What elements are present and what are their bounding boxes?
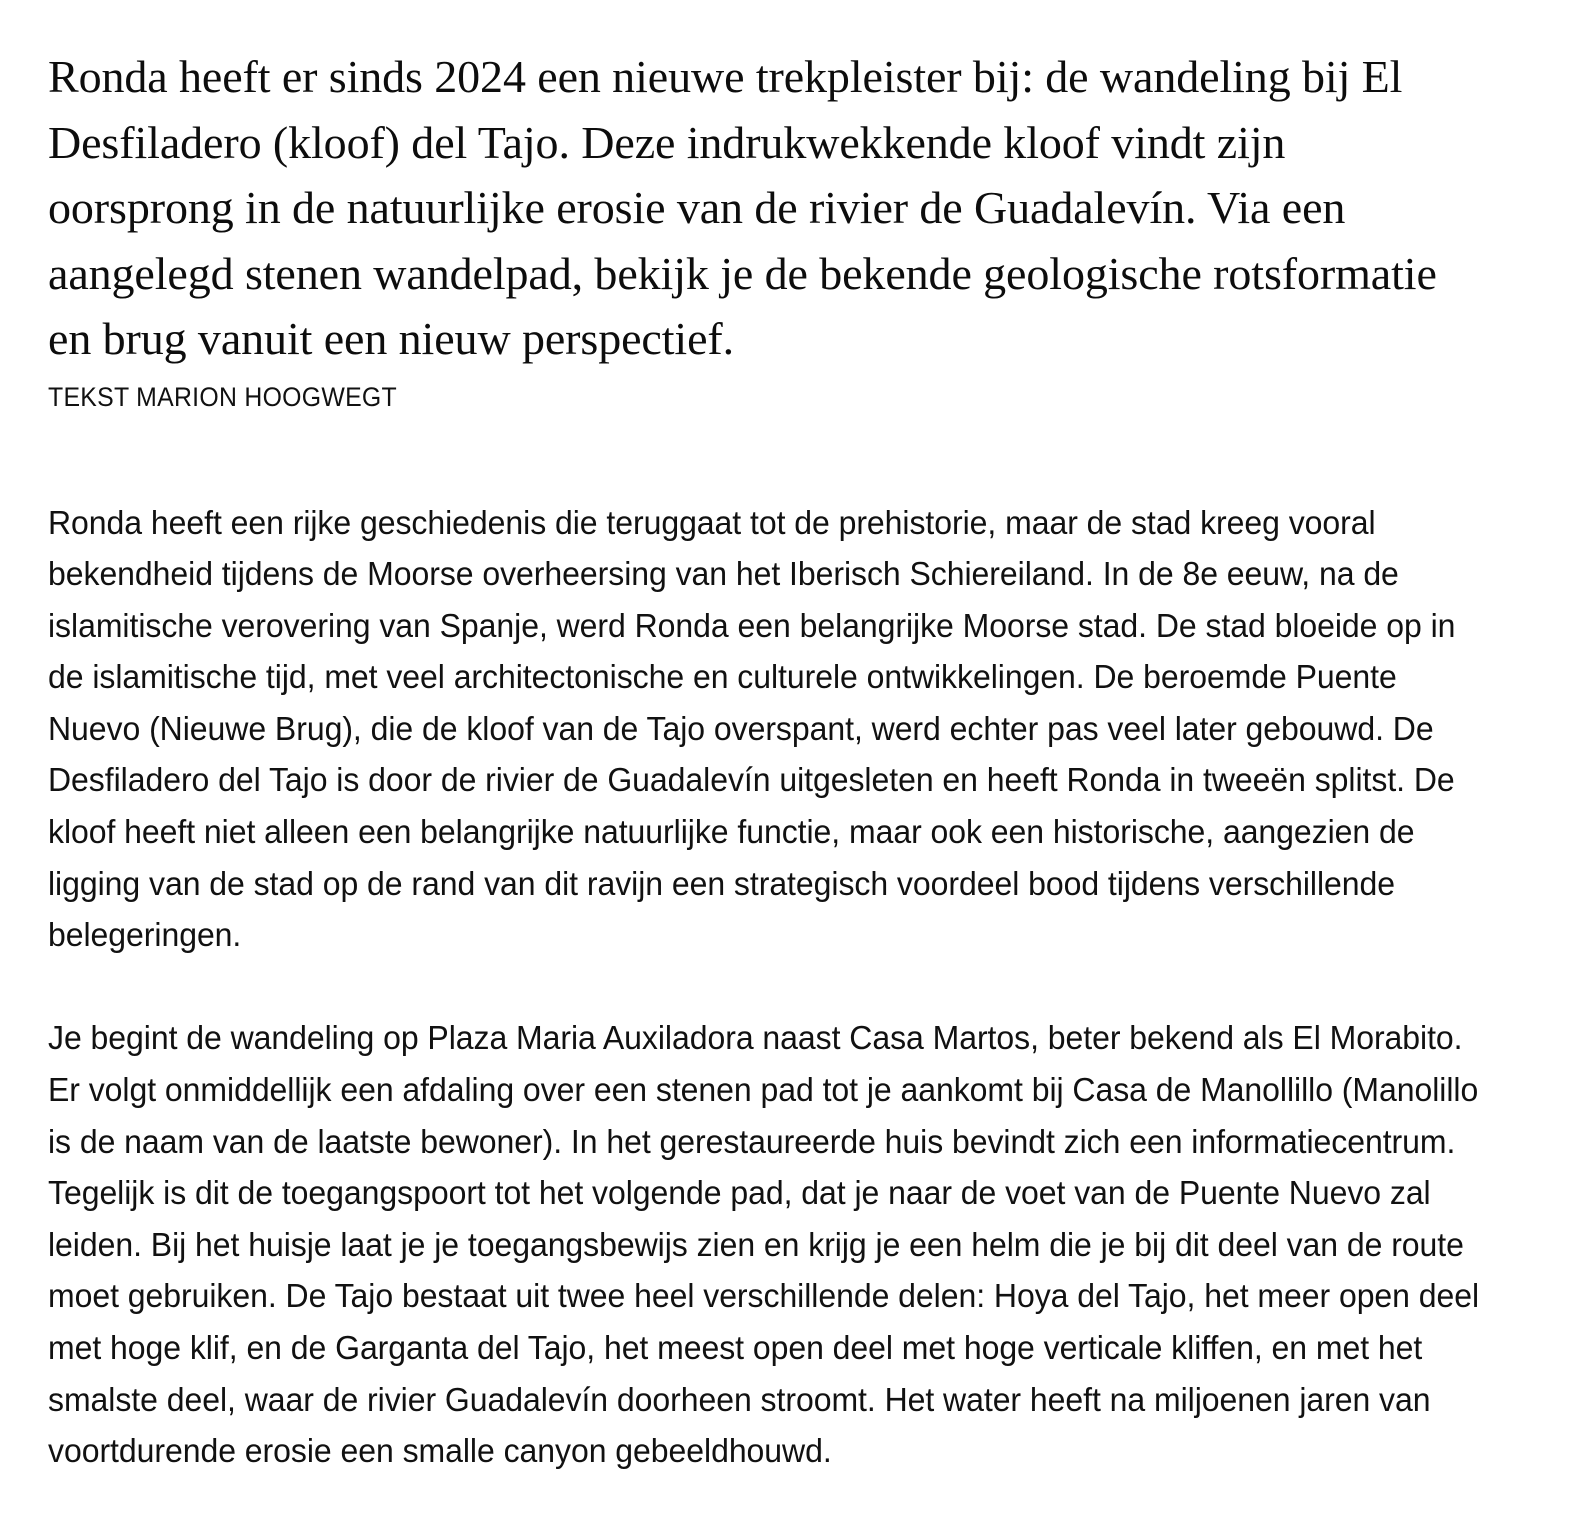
article-standfirst: Ronda heeft er sinds 2024 een nieuwe trekpleister bij: de wandeling bij El Desfiladero (kloof) del Tajo. Deze indrukwekkende kloof vindt zijn oorsprong in de natuurlijke erosie van de rivier de Guadalevín. Via een aangelegd stenen wandelpad, bekijk je de bekende geologische rotsformatie en brug vanuit een nieuw perspectief. — [48, 51, 1437, 364]
article-body — [48, 498, 1547, 1478]
body-paragraph: Ronda heeft een rijke geschiedenis die teruggaat tot de prehistorie, maar de stad kreeg vooral bekendheid tijdens de Moorse overheersing van het Iberisch Schiereiland. In de 8e eeuw, na de islamitische verovering van Spanje, werd Ronda een belangrijke Moorse stad. De stad bloeide op in de islamitische tijd, met veel architectonische en culturele ontwikkelingen. De beroemde Puente Nuevo (Nieuwe Brug), die de kloof van de Tajo overspant, werd echter pas veel later gebouwd. De Desfiladero del Tajo is door de rivier de Guadalevín uitgesleten en heeft Ronda in tweeën splitst. De kloof heeft niet alleen een belangrijke natuurlijke functie, maar ook een historische, aangezien de ligging van de stad op de rand van dit ravijn een strategisch voordeel bood tijdens verschillende belegeringen. — [48, 504, 1456, 955]
article-byline: TEKST MARION HOOGWEGT — [48, 381, 397, 412]
body-paragraph: Je begint de wandeling op Plaza Maria Auxiladora naast Casa Martos, beter bekend als El Morabito. Er volgt onmiddellijk een afdaling over een stenen pad tot je aankomt bij Casa de Manollillo (Manolillo is de naam van de laatste bewoner). In het gerestaureerde huis bevindt zich een informatiecentrum. Tegelijk is dit de toegangspoort tot het volgende pad, dat je naar de voet van de Puente Nuevo zal leiden. Bij het huisje laat je je toegangsbewijs zien en krijg je een helm die je bij dit deel van de route moet gebruiken. De Tajo bestaat uit twee heel verschillende delen: Hoya del Tajo, het meer open deel met hoge klif, en de Garganta del Tajo, het meest open deel met hoge verticale kliffen, en met het smalste deel, waar de rivier Guadalevín doorheen stroomt. Het water heeft na miljoenen jaren van voortdurende erosie een smalle canyon gebeeldhouwd. — [48, 1020, 1480, 1471]
